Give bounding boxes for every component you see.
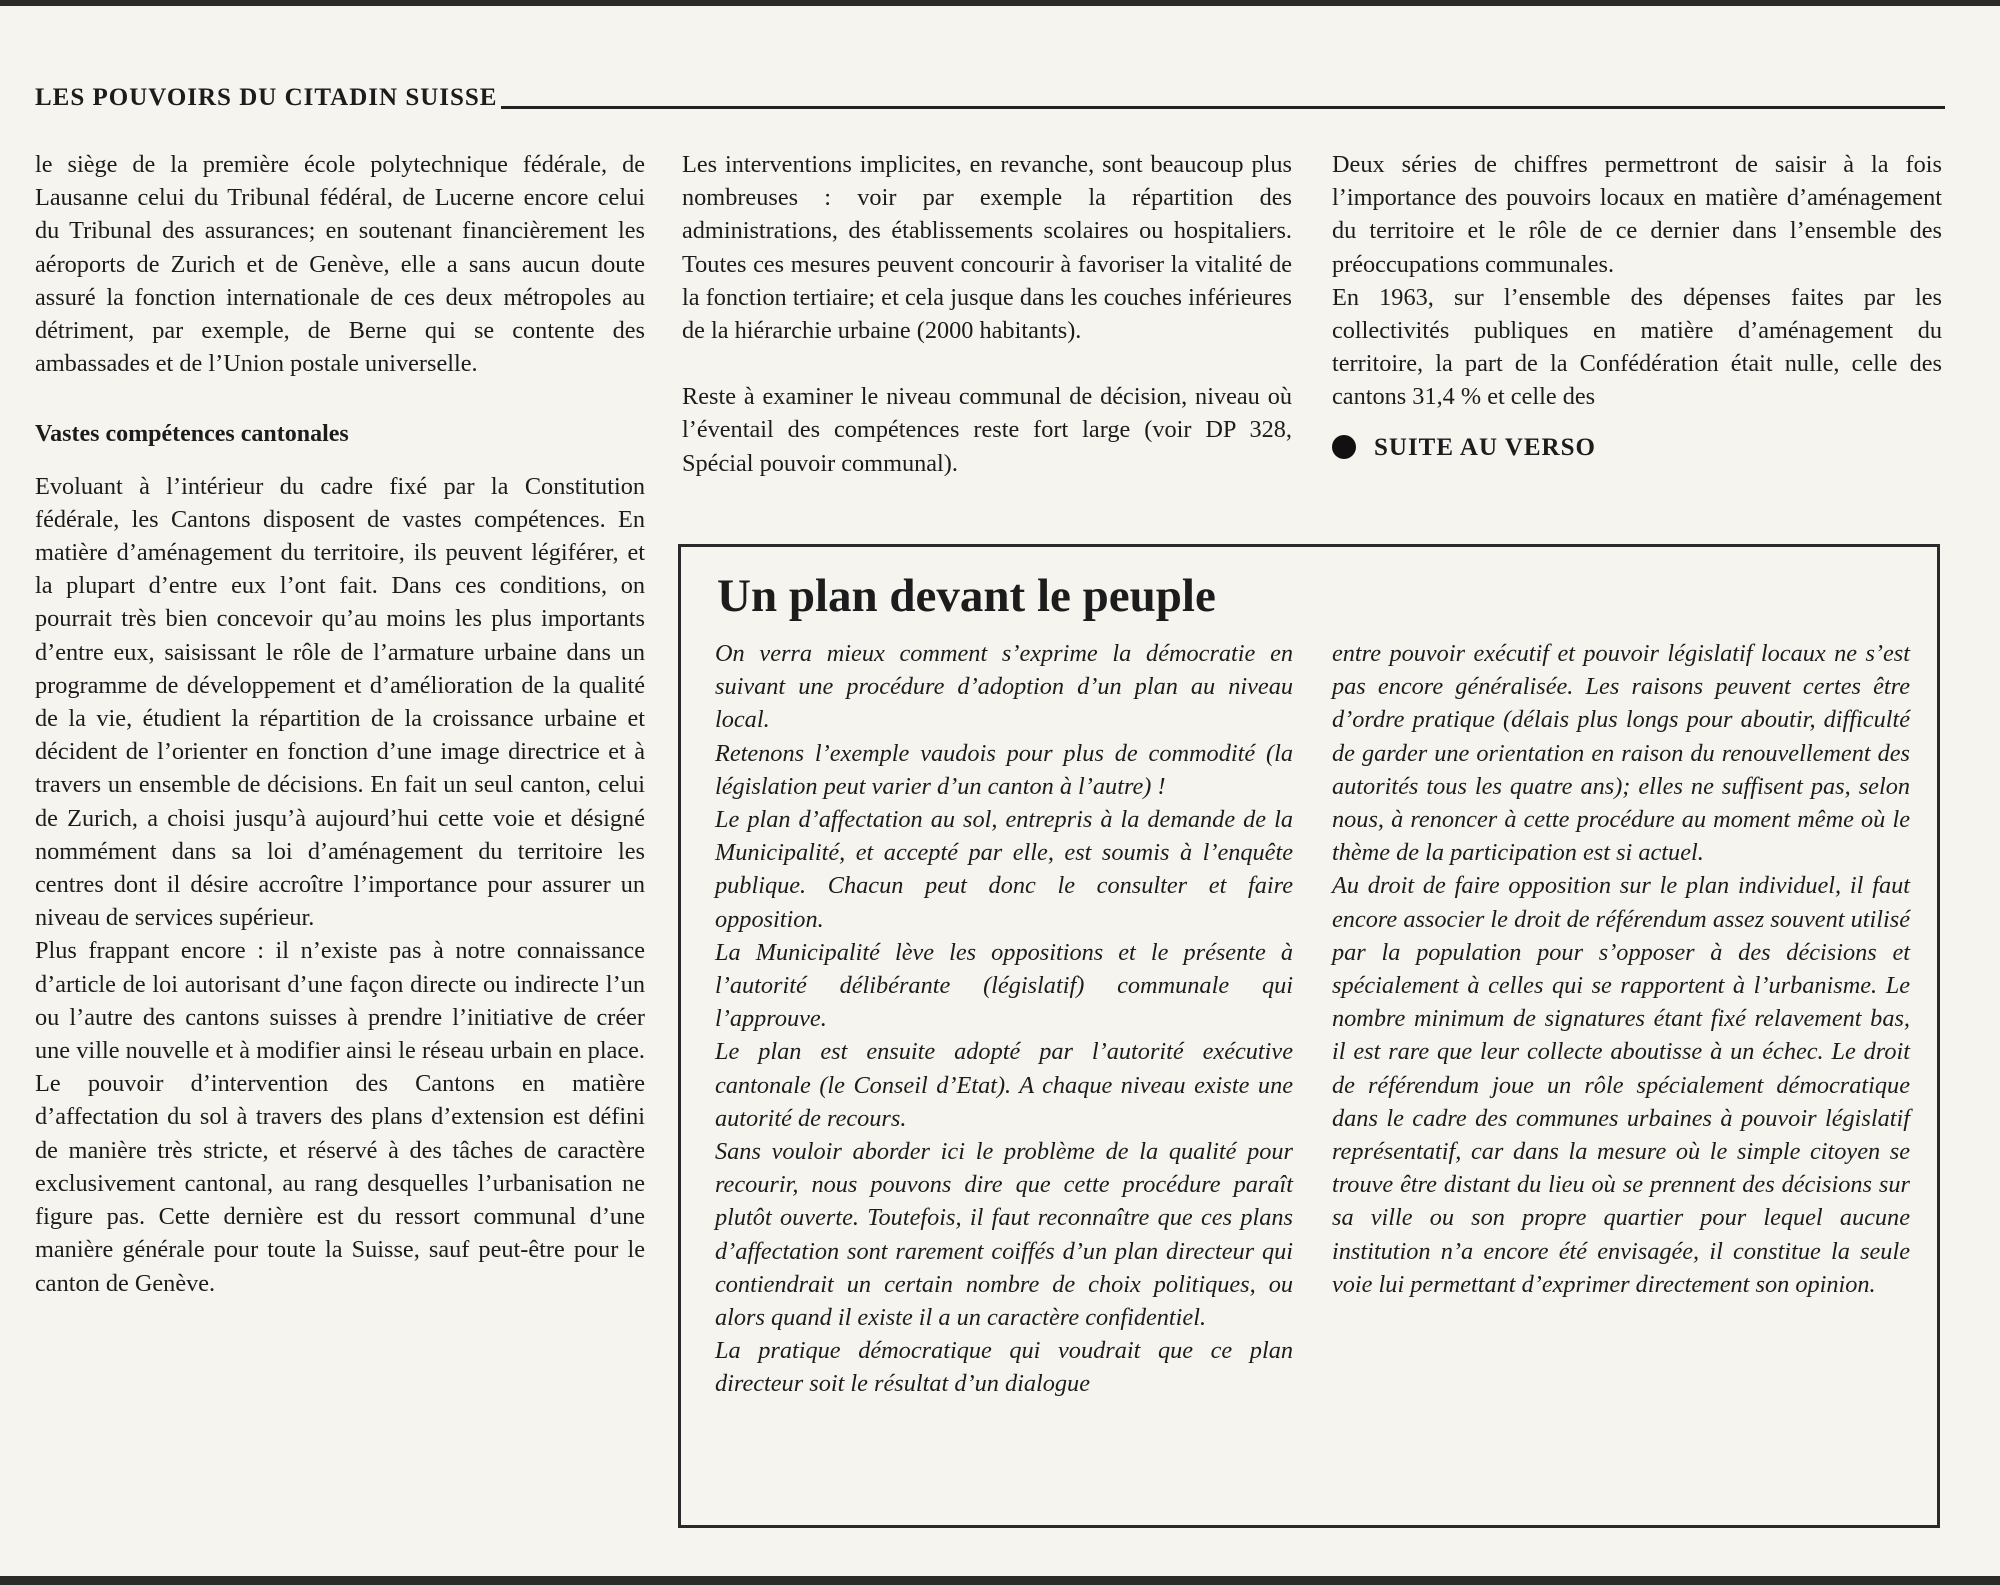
box-paragraph: Au droit de faire opposition sur le plan individuel, il faut encore associer le droit de référendum assez souvent utilisé par la population pour s’opposer à des décisions et spécialement à celles qui se rapportent à l’urbanisme. Le nombre minimum de signatures étant fixé relavement bas, il est rare que leur collecte aboutisse à un échec. Le droit de référendum joue un rôle spécialement démocratique dans le cadre des communes urbaines à pouvoir législatif représentatif, car dans la mesure où le simple citoyen se trouve être distant du lieu où se prennent des décisions sur sa ville ou son propre quartier pour lequel aucune institution n’a encore été envisagée, il constitue la seule voie lui permettant d’exprimer directement son opinion.	[1332, 872, 1910, 1298]
box-paragraph: On verra mieux comment s’exprime la démocratie en suivant une procédure d’adoption d’un plan au niveau local.	[715, 640, 1293, 734]
bottom-border-rule	[0, 1576, 2000, 1585]
box-paragraph: La pratique démocratique qui voudrait que ce plan directeur soit le résultat d’un dialogue	[715, 1337, 1293, 1398]
paragraph: Evoluant à l’intérieur du cadre fixé par la Constitution fédérale, les Cantons disposent de vastes compétences. En matière d’aménagement du territoire, ils peuvent légiférer, et la plupart d’entre eux l’ont fait. Dans ces conditions, on pourrait très bien concevoir qu’au moins les plus importants d’entre eux, saisissant le rôle de l’armature urbaine dans un programme de développement et d’amélioration de la qualité de la vie, étudient la répartition de la croissance urbaine et décident de l’orienter en fonction d’une image directrice et à travers un ensemble de décisions. En fait un seul canton, celui de Zurich, a choisi jusqu’à aujourd’hui cette voie et désigné nommément dans sa loi d’aménagement du territoire les centres dont il désire accroître l’importance pour assurer un niveau de services supérieur.	[35, 472, 645, 932]
continued-notice	[1332, 431, 1942, 464]
column-1	[35, 148, 645, 1300]
column-2	[682, 148, 1292, 480]
box-title: Un plan devant le peuple	[717, 570, 1216, 622]
box-paragraph: Sans vouloir aborder ici le problème de la qualité pour recourir, nous pouvons dire que cette procédure paraît plutôt ouverte. Toutefois, il faut reconnaître que ces plans d’affectation sont rarement coiffés d’un plan directeur qui contiendrait un certain nombre de choix politiques, ou alors quand il existe il a un caractère confidentiel.	[715, 1138, 1293, 1332]
sidebar-box	[678, 544, 1940, 1528]
column-3	[1332, 148, 1942, 464]
box-paragraph: Le plan est ensuite adopté par l’autorité exécutive cantonale (le Conseil d’Etat). A chaque niveau existe une autorité de recours.	[715, 1038, 1293, 1132]
paragraph: Les interventions implicites, en revanche, sont beaucoup plus nombreuses : voir par exemple la répartition des administrations, des établissements scolaires ou hospitaliers. Toutes ces mesures peuvent concourir à favoriser la vitalité de la fonction tertiaire; et cela jusque dans les couches inférieures de la hiérarchie urbaine (2000 habitants).	[682, 151, 1292, 345]
box-paragraph: Le plan d’affectation au sol, entrepris à la demande de la Municipalité, et accepté par elle, est soumis à l’enquête publique. Chacun peut donc le consulter et faire opposition.	[715, 806, 1293, 933]
box-paragraph: La Municipalité lève les oppositions et le présente à l’autorité délibérante (législatif) communale qui l’approuve.	[715, 938, 1293, 1033]
bullet-icon	[1332, 435, 1356, 459]
paragraph: Plus frappant encore : il n’existe pas à notre connaissance d’article de loi autorisant d’une façon directe ou indirecte l’un ou l’autre des cantons suisses à prendre l’initiative de créer une ville nouvelle et à modifier ainsi le réseau urbain en place. Le pouvoir d’intervention des Cantons en matière d’affectation du sol à travers des plans d’extension est défini de manière très stricte, et réservé à des tâches de caractère exclusivement cantonal, au rang desquelles l’urbanisation ne figure pas. Cette dernière est du ressort communal d’une manière générale pour toute la Suisse, sauf peut-être pour le canton de Genève.	[35, 937, 645, 1297]
top-border-rule	[0, 0, 2000, 6]
page-header	[35, 84, 1945, 112]
section-title: LES POUVOIRS DU CITADIN SUISSE	[35, 84, 498, 111]
box-column-2	[1332, 637, 1910, 1301]
paragraph: Deux séries de chiffres permettront de saisir à la fois l’importance des pouvoirs locaux en matière d’aménagement du territoire et le rôle de ce dernier dans l’ensemble des préoccupations communales.	[1332, 151, 1942, 278]
box-column-1	[715, 637, 1293, 1401]
continued-label: SUITE AU VERSO	[1374, 433, 1596, 461]
paragraph: Reste à examiner le niveau communal de décision, niveau où l’éventail des compétences reste fort large (voir DP 328, Spécial pouvoir communal).	[682, 383, 1292, 477]
box-paragraph: Retenons l’exemple vaudois pour plus de commodité (la législation peut varier d’un canton à l’autre) !	[715, 739, 1293, 800]
header-rule	[501, 106, 1945, 109]
box-paragraph: entre pouvoir exécutif et pouvoir législatif locaux ne s’est pas encore généralisée. Les raisons peuvent certes être d’ordre pratique (délais plus longs pour aboutir, difficulté de garder une orientation en raison du renouvellement des autorités tous les quatre ans); elles ne suffisent pas, selon nous, à renoncer à cette procédure au moment même où le thème de la participation est si actuel.	[1332, 640, 1910, 867]
paragraph: le siège de la première école polytechnique fédérale, de Lausanne celui du Tribunal fédéral, de Lucerne encore celui du Tribunal des assurances; en soutenant financièrement les aéroports de Zurich et de Genève, elle a sans aucun doute assuré la fonction internationale de ces deux métropoles au détriment, par exemple, de Berne qui se contente des ambassades et de l’Union postale universelle.	[35, 151, 645, 378]
subheading: Vastes compétences cantonales	[35, 421, 349, 448]
paragraph: En 1963, sur l’ensemble des dépenses faites par les collectivités publiques en matière d’aménagement du territoire, la part de la Confédération était nulle, celle des cantons 31,4 % et celle des	[1332, 283, 1942, 411]
